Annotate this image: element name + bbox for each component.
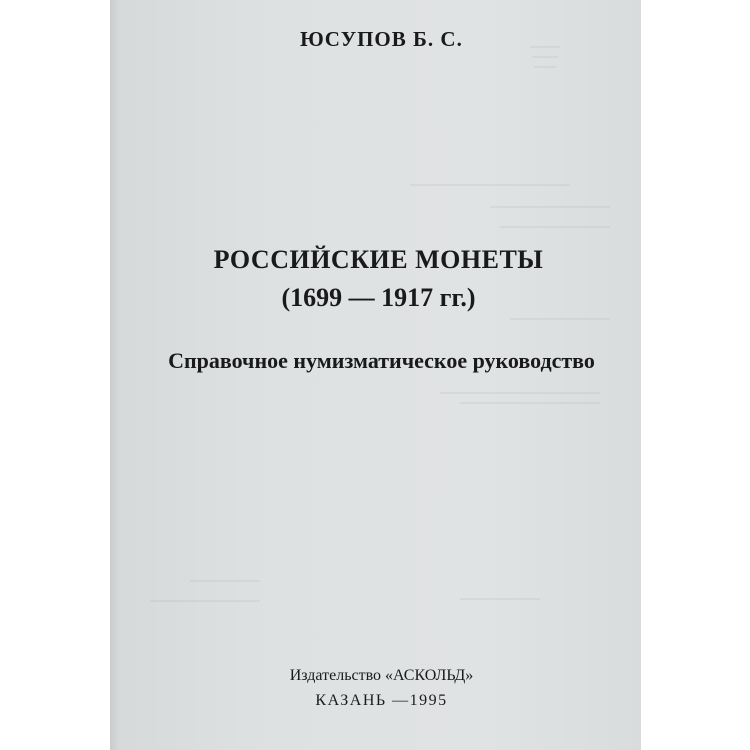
publisher-name: Издательство «АСКОЛЬД» [289, 667, 474, 684]
show-through-mark [190, 580, 260, 582]
author-name: ЮСУПОВ Б. С. [300, 27, 463, 51]
show-through-mark [500, 226, 610, 228]
show-through-mark [150, 600, 260, 602]
show-through-mark [460, 402, 600, 404]
show-through-mark [410, 184, 570, 186]
show-through-mark [510, 318, 610, 320]
show-through-mark [490, 206, 610, 208]
city-year: КАЗАНЬ —1995 [315, 692, 448, 709]
show-through-mark [532, 56, 558, 58]
show-through-mark [534, 66, 556, 68]
book-title: РОССИЙСКИЕ МОНЕТЫ [213, 245, 544, 274]
show-through-mark [440, 392, 600, 394]
book-subtitle: Справочное нумизматическое руководство [168, 348, 595, 373]
book-years: (1699 — 1917 гг.) [281, 283, 476, 312]
show-through-mark [460, 598, 540, 600]
book-title-page [110, 0, 641, 750]
